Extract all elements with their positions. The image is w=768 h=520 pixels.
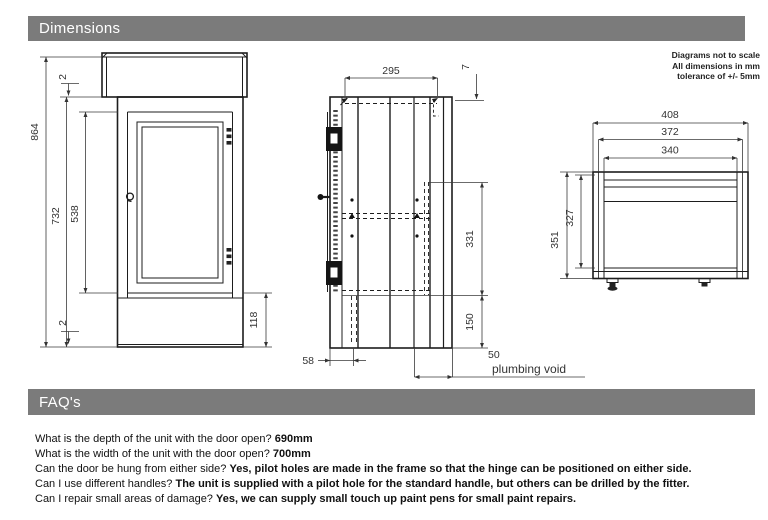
faq-section-header <box>28 389 755 415</box>
faq-item <box>35 492 750 507</box>
dim-height-door: 538 <box>69 205 81 223</box>
plan-view-dim-labels <box>549 109 679 249</box>
dim-gap-top: 2 <box>57 74 69 80</box>
dim-width-outer: 408 <box>661 109 679 121</box>
dim-depth-outer: 351 <box>549 231 561 249</box>
dim-worktop-overhang: 7 <box>460 64 472 70</box>
front-view-dimensions <box>40 57 272 347</box>
dim-shelf-space: 331 <box>464 230 476 248</box>
plan-view <box>593 172 748 291</box>
faq-answer: 690mm <box>274 433 313 445</box>
dim-gap-bottom: 2 <box>57 320 69 326</box>
faq-item <box>35 462 750 477</box>
dim-door-frame-depth: 58 <box>302 355 314 367</box>
dim-plumbing-void-width: 50 <box>488 349 500 361</box>
faq-item <box>35 432 750 447</box>
dim-plinth-height: 118 <box>248 311 260 329</box>
faq-list <box>35 432 750 507</box>
disclaimer-line-1: Diagrams not to scale <box>671 50 760 60</box>
hinge-pilot-holes <box>227 128 232 265</box>
faq-title: FAQ's <box>39 393 81 411</box>
adjustable-feet <box>607 279 710 291</box>
dim-depth-inner: 327 <box>564 209 576 227</box>
plumbing-void-label: plumbing void <box>492 362 567 376</box>
faq-answer: 700mm <box>272 448 311 460</box>
faq-question: What is the depth of the unit with the door open? <box>35 433 272 445</box>
plan-view-dimensions <box>560 123 748 279</box>
faq-answer: Yes, we can supply small touch up paint pens for small paint repairs. <box>216 493 577 505</box>
dimensions-title: Dimensions <box>39 20 121 37</box>
faq-question: Can I use different handles? <box>35 478 173 490</box>
disclaimer-line-3: tolerance of +/- 5mm <box>677 71 760 81</box>
disclaimer-line-2: All dimensions in mm <box>672 60 760 71</box>
faq-answer: Yes, pilot holes are made in the frame so that the hinge can be positioned on either side. <box>229 463 692 475</box>
faq-answer: The unit is supplied with a pilot hole for the standard handle, but others can be drilled by the fitter. <box>175 478 690 490</box>
faq-item <box>35 477 750 492</box>
shelf-pin-holes <box>349 198 420 237</box>
dim-width-mid: 372 <box>661 126 679 138</box>
dim-height-body: 732 <box>50 207 62 225</box>
faq-question: Can the door be hung from either side? <box>35 463 227 475</box>
hinge-blocks <box>326 127 342 285</box>
dim-void-height: 150 <box>464 313 476 331</box>
faq-question: What is the width of the unit with the door open? <box>35 448 270 460</box>
faq-item <box>35 447 750 462</box>
side-handle-knob <box>318 194 331 200</box>
dim-depth-top: 295 <box>382 65 400 77</box>
dim-height-total: 864 <box>29 123 41 141</box>
dim-width-inner: 340 <box>661 144 679 157</box>
front-elevation-view <box>102 53 247 347</box>
side-section-view <box>318 97 453 348</box>
faq-question: Can I repair small areas of damage? <box>35 493 213 505</box>
